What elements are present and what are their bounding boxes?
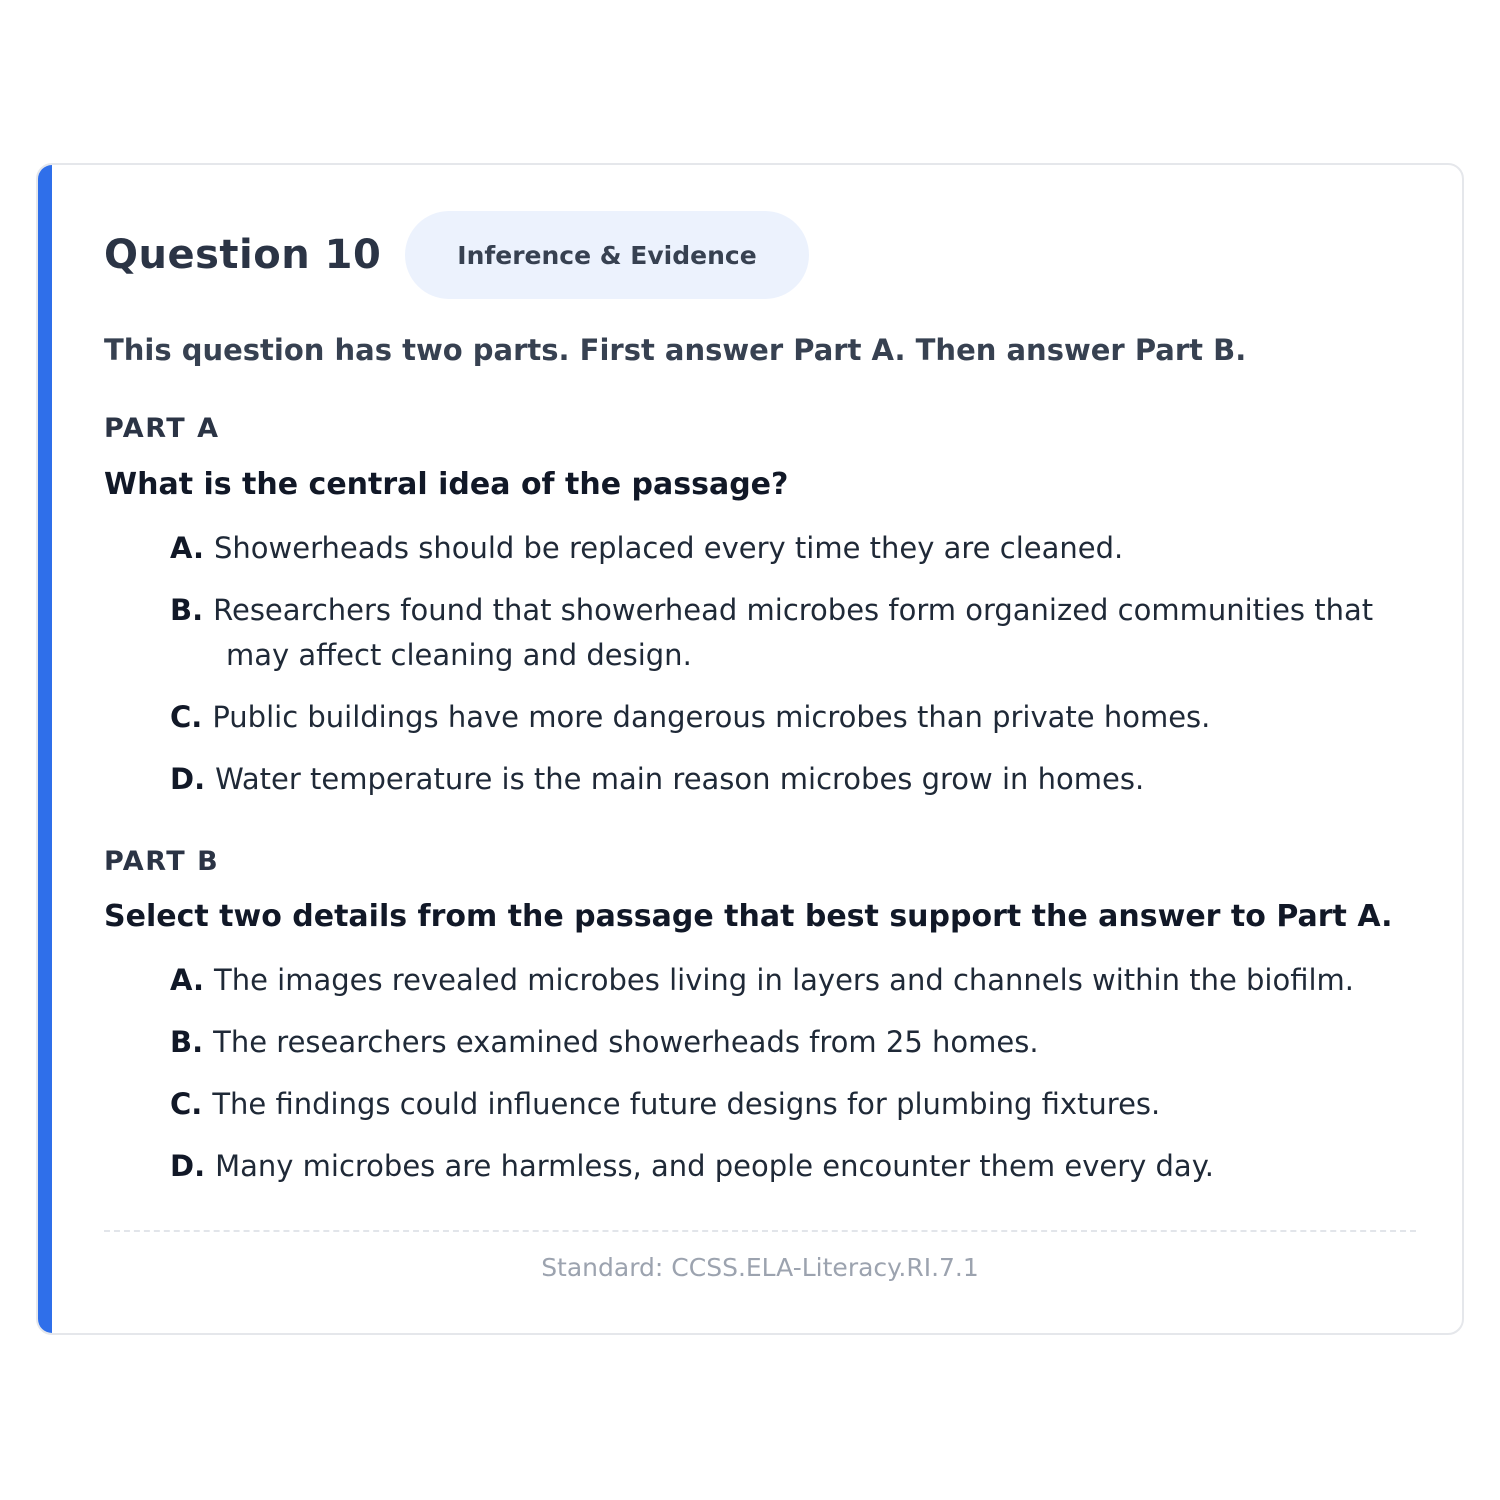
option-text: Showerheads should be replaced every time they are cleaned. <box>214 531 1124 565</box>
option-letter: B. <box>170 1025 204 1059</box>
option-text: The findings could influence future designs for plumbing fixtures. <box>212 1087 1161 1121</box>
part-b-label: PART B <box>104 846 220 877</box>
option-text: The images revealed microbes living in layers and channels within the biofilm. <box>214 963 1355 997</box>
option-letter: C. <box>170 1087 203 1121</box>
part-a-prompt: What is the central idea of the passage? <box>104 467 789 502</box>
standard-label: Standard: CCSS.ELA-Literacy.RI.7.1 <box>541 1253 979 1282</box>
part-a-options <box>170 526 1420 819</box>
option-text: Many microbes are harmless, and people encounter them every day. <box>215 1149 1214 1183</box>
skill-badge: Inference & Evidence <box>405 211 808 299</box>
option-letter: C. <box>170 700 203 734</box>
option-text: Water temperature is the main reason microbes grow in homes. <box>215 762 1145 796</box>
part-a-option-d[interactable] <box>170 757 1420 802</box>
part-a-option-c[interactable] <box>170 695 1420 740</box>
question-card <box>36 163 1464 1335</box>
part-b-options <box>170 958 1420 1206</box>
part-a-option-b[interactable] <box>170 588 1420 678</box>
part-b-option-c[interactable] <box>170 1082 1420 1127</box>
option-letter: A. <box>170 531 204 565</box>
option-letter: B. <box>170 593 204 627</box>
part-b-option-a[interactable] <box>170 958 1420 1003</box>
part-b-prompt: Select two details from the passage that best support the answer to Part A. <box>104 899 1393 934</box>
option-letter: A. <box>170 963 204 997</box>
part-a-option-a[interactable] <box>170 526 1420 571</box>
option-letter: D. <box>170 762 206 796</box>
option-text: Researchers found that showerhead microbes form organized communities that may affect cleaning and design. <box>213 593 1374 672</box>
footer-divider <box>104 1230 1416 1232</box>
question-instructions: This question has two parts. First answer Part A. Then answer Part B. <box>104 333 1247 367</box>
part-b-option-d[interactable] <box>170 1144 1420 1189</box>
option-text: The researchers examined showerheads from 25 homes. <box>213 1025 1039 1059</box>
question-header <box>104 211 809 299</box>
question-title: Question 10 <box>104 232 382 278</box>
part-a-label: PART A <box>104 413 220 444</box>
option-letter: D. <box>170 1149 206 1183</box>
part-b-option-b[interactable] <box>170 1020 1420 1065</box>
option-text: Public buildings have more dangerous microbes than private homes. <box>212 700 1211 734</box>
accent-bar <box>38 165 52 1333</box>
